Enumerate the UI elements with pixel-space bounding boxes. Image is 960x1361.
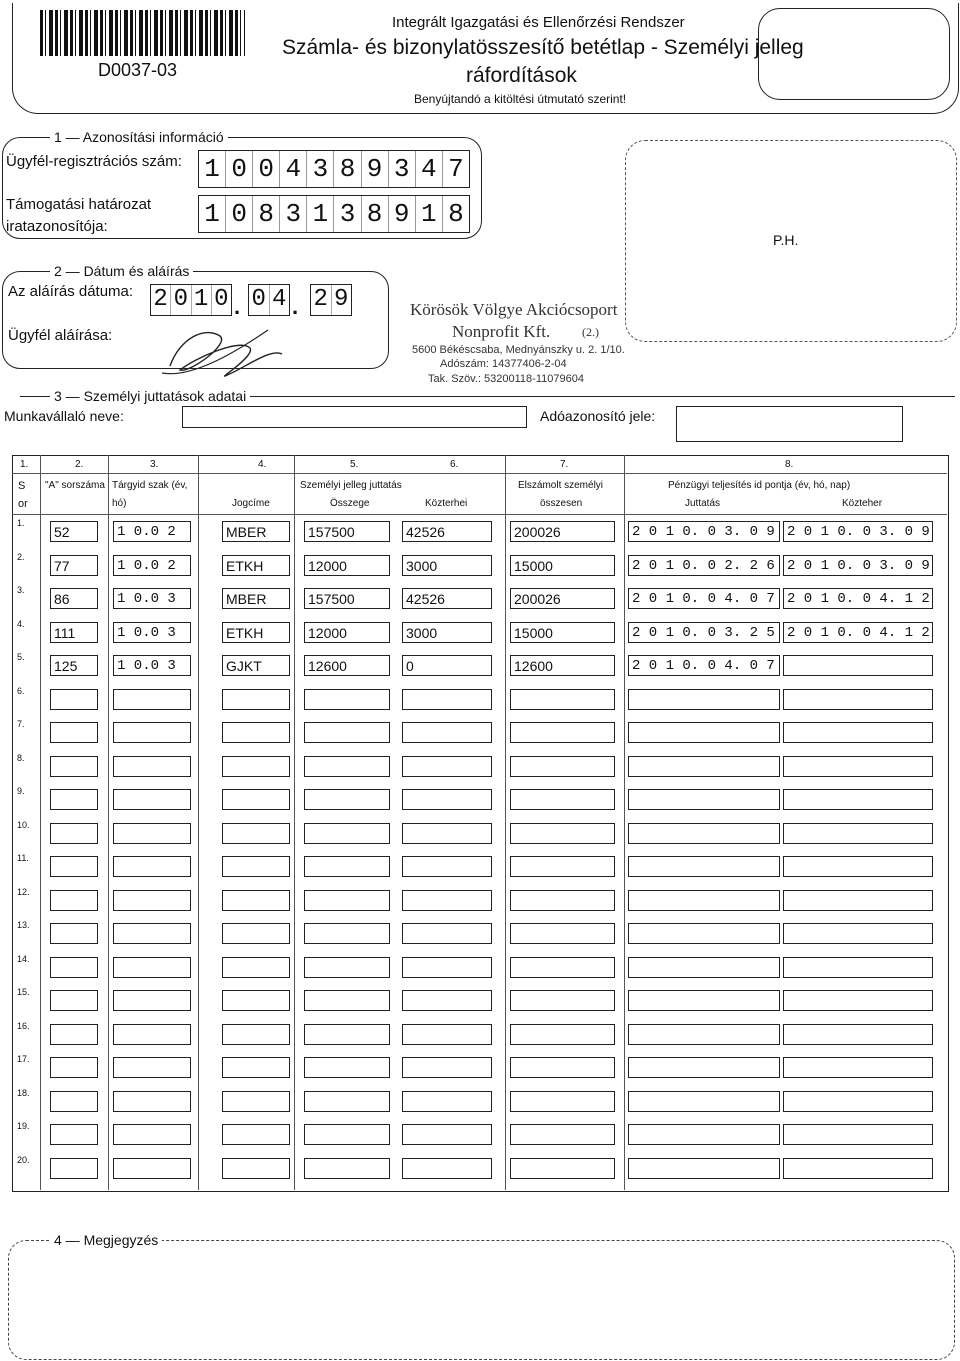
col-divider [294, 455, 295, 1190]
decision-id-digit: 3 [280, 196, 307, 232]
contribution-payment-date-cell[interactable] [783, 890, 933, 911]
amount-cell[interactable] [304, 1091, 390, 1112]
row-number: 16. [17, 1020, 30, 1031]
tax-id-field[interactable] [676, 406, 903, 442]
title-code-cell[interactable] [222, 923, 290, 944]
total-cell[interactable] [510, 957, 615, 978]
period-cell[interactable] [113, 856, 191, 877]
signature-day[interactable] [310, 284, 352, 316]
benefit-payment-date-cell[interactable] [628, 1091, 780, 1112]
amount-cell[interactable]: 12000 [304, 622, 390, 643]
tax-cell[interactable] [402, 823, 492, 844]
a-number-cell[interactable]: 125 [50, 655, 98, 676]
col-divider [198, 455, 199, 1190]
period-cell[interactable] [113, 923, 191, 944]
benefit-payment-date-cell[interactable] [628, 823, 780, 844]
title-code-cell[interactable] [222, 1057, 290, 1078]
total-cell[interactable] [510, 722, 615, 743]
client-reg-digit: 9 [362, 151, 389, 187]
client-reg-digit: 7 [448, 154, 464, 184]
tax-cell[interactable] [402, 689, 492, 710]
header-benefit: Juttatás [685, 498, 721, 509]
benefit-payment-date-cell[interactable]: 2 0 1 0. 0 4. 0 7 [628, 655, 780, 676]
date-separator: . [292, 294, 299, 319]
amount-cell[interactable] [304, 856, 390, 877]
a-number-cell[interactable] [50, 756, 98, 777]
amount-cell[interactable]: 12000 [304, 555, 390, 576]
period-cell[interactable] [113, 1124, 191, 1145]
system-name: Integrált Igazgatási és Ellenőrzési Rendszer [392, 14, 685, 31]
client-reg-label: Ügyfél-regisztrációs szám: [6, 153, 182, 170]
decision-label-line2: iratazonosítója: [6, 218, 108, 235]
tax-id-label: Adóazonosító jele: [540, 408, 656, 424]
header-payment-date: Pénzügyi teljesítés id pontja (év, hó, nap) [668, 480, 851, 491]
a-number-cell[interactable] [50, 1091, 98, 1112]
stamp-company-suffix: (2.) [582, 325, 599, 339]
signature-year[interactable] [150, 284, 232, 316]
benefit-payment-date-cell[interactable] [628, 1124, 780, 1145]
tax-cell[interactable]: 42526 [402, 588, 492, 609]
total-cell[interactable]: 15000 [510, 622, 615, 643]
contribution-payment-date-cell[interactable] [783, 1158, 933, 1179]
contribution-payment-date-cell[interactable] [783, 689, 933, 710]
period-cell[interactable] [113, 1091, 191, 1112]
header-amount: Összege [330, 498, 370, 509]
decision-id-digit: 8 [448, 199, 464, 229]
tax-cell[interactable]: 3000 [402, 622, 492, 643]
period-cell[interactable]: 1 0.0 2 [113, 555, 191, 576]
day-digit: 9 [334, 286, 349, 313]
amount-cell[interactable] [304, 957, 390, 978]
contribution-payment-date-cell[interactable]: 2 0 1 0. 0 3. 0 9 [783, 555, 933, 576]
contribution-payment-date-cell[interactable] [783, 990, 933, 1011]
amount-cell[interactable] [304, 689, 390, 710]
client-reg-digit: 3 [389, 151, 416, 187]
decision-id-digit: 9 [389, 196, 416, 232]
tax-cell[interactable] [402, 789, 492, 810]
amount-cell[interactable] [304, 1158, 390, 1179]
tax-cell[interactable] [402, 957, 492, 978]
decision-id-digit: 8 [253, 196, 280, 232]
period-cell[interactable] [113, 1024, 191, 1045]
title-code-cell[interactable]: MBER [222, 521, 290, 542]
contribution-payment-date-cell[interactable] [783, 1124, 933, 1145]
tax-cell[interactable]: 0 [402, 655, 492, 676]
row-number: 9. [17, 786, 25, 796]
form-title-line2: ráfordítások [466, 64, 577, 87]
tax-cell[interactable] [402, 856, 492, 877]
decision-id-digit: 3 [334, 196, 361, 232]
benefit-payment-date-cell[interactable]: 2 0 1 0. 0 4. 0 7 [628, 588, 780, 609]
stamp-address: 5600 Békéscsaba, Mednyánszky u. 2. 1/10. [412, 344, 625, 356]
tax-cell[interactable] [402, 1091, 492, 1112]
benefit-payment-date-cell[interactable] [628, 923, 780, 944]
title-code-cell[interactable] [222, 756, 290, 777]
header-period-line1: Tárgyid szak (év, [112, 480, 188, 491]
date-separator: . [234, 294, 241, 319]
total-cell[interactable] [510, 890, 615, 911]
period-cell[interactable] [113, 722, 191, 743]
a-number-cell[interactable] [50, 722, 98, 743]
header-contribution: Közteher [842, 498, 883, 509]
office-use-box [758, 8, 950, 100]
period-cell[interactable] [113, 789, 191, 810]
total-cell[interactable] [510, 823, 615, 844]
client-reg-digit: 8 [334, 151, 361, 187]
a-number-cell[interactable]: 111 [50, 622, 98, 643]
header-or: or [18, 498, 28, 510]
stamp-company-line1: Körösök Völgye Akciócsoport [410, 300, 618, 319]
employee-name-field[interactable] [182, 406, 527, 428]
form-title-line1: Számla- és bizonylatösszesítő betétlap - Személyi jelleg [282, 36, 804, 59]
amount-cell[interactable] [304, 823, 390, 844]
row-number: 11. [17, 853, 29, 863]
amount-cell[interactable] [304, 890, 390, 911]
a-number-cell[interactable] [50, 890, 98, 911]
title-code-cell[interactable] [222, 1124, 290, 1145]
signature-label: Ügyfél aláírása: [8, 327, 113, 344]
client-reg-digit: 4 [416, 151, 443, 187]
a-number-cell[interactable] [50, 1057, 98, 1078]
total-cell[interactable] [510, 990, 615, 1011]
signature-date-label: Az aláírás dátuma: [8, 283, 134, 300]
title-code-cell[interactable] [222, 1158, 290, 1179]
a-number-cell[interactable] [50, 990, 98, 1011]
row-number: 14. [17, 953, 30, 964]
title-code-cell[interactable] [222, 1091, 290, 1112]
decision-id-digit: 8 [362, 196, 389, 232]
decision-id-digit: 0 [226, 196, 253, 232]
tax-cell[interactable] [402, 1124, 492, 1145]
contribution-payment-date-cell[interactable] [783, 789, 933, 810]
tax-cell[interactable] [402, 756, 492, 777]
a-number-cell[interactable] [50, 1124, 98, 1145]
col-divider [505, 455, 506, 1190]
benefit-payment-date-cell[interactable] [628, 1024, 780, 1045]
header-title: Jogcíme [232, 498, 270, 509]
a-number-cell[interactable] [50, 856, 98, 877]
row-number: 20. [17, 1154, 30, 1165]
column-number: 8. [785, 459, 794, 470]
row-number: 13. [17, 920, 30, 930]
period-cell[interactable]: 1 0.0 3 [113, 588, 191, 609]
column-number: 3. [150, 459, 159, 470]
contribution-payment-date-cell[interactable]: 2 0 1 0. 0 3. 0 9 [783, 521, 933, 542]
total-cell[interactable]: 12600 [510, 655, 615, 676]
title-code-cell[interactable] [222, 722, 290, 743]
day-digit: 2 [311, 285, 332, 315]
period-cell[interactable] [113, 1158, 191, 1179]
period-cell[interactable] [113, 1057, 191, 1078]
contribution-payment-date-cell[interactable]: 2 0 1 0. 0 4. 1 2 [783, 588, 933, 609]
year-digit: 0 [214, 286, 229, 313]
title-code-cell[interactable] [222, 957, 290, 978]
decision-id-digit: 1 [416, 196, 443, 232]
benefit-payment-date-cell[interactable] [628, 890, 780, 911]
contribution-payment-date-cell[interactable] [783, 756, 933, 777]
decision-label-line1: Támogatási határozat [6, 196, 152, 213]
signature-month[interactable] [248, 284, 290, 316]
benefit-payment-date-cell[interactable] [628, 957, 780, 978]
row-number: 5. [17, 652, 25, 662]
title-code-cell[interactable]: ETKH [222, 622, 290, 643]
row-number: 15. [17, 987, 30, 997]
tax-cell[interactable] [402, 1158, 492, 1179]
total-cell[interactable] [510, 689, 615, 710]
title-code-cell[interactable] [222, 789, 290, 810]
benefit-payment-date-cell[interactable] [628, 990, 780, 1011]
benefit-payment-date-cell[interactable] [628, 1057, 780, 1078]
contribution-payment-date-cell[interactable] [783, 1091, 933, 1112]
amount-cell[interactable]: 12600 [304, 655, 390, 676]
table-header-rule [12, 473, 947, 474]
benefit-payment-date-cell[interactable]: 2 0 1 0. 0 3. 0 9 [628, 521, 780, 542]
total-cell[interactable]: 200026 [510, 521, 615, 542]
amount-cell[interactable]: 157500 [304, 588, 390, 609]
stamp-bank-account: Tak. Szöv.: 53200118-11079604 [428, 373, 584, 385]
year-digit: 1 [192, 285, 212, 315]
period-cell[interactable] [113, 990, 191, 1011]
row-number: 8. [17, 752, 25, 763]
amount-cell[interactable] [304, 1024, 390, 1045]
benefit-payment-date-cell[interactable] [628, 1158, 780, 1179]
year-digit: 2 [151, 285, 171, 315]
instruction-text: Benyújtandó a kitöltési útmutató szerint! [414, 92, 627, 106]
contribution-payment-date-cell[interactable] [783, 957, 933, 978]
decision-id-digit: 1 [199, 196, 226, 232]
client-reg-digit: 0 [226, 151, 253, 187]
contribution-payment-date-cell[interactable] [783, 1057, 933, 1078]
total-cell[interactable] [510, 856, 615, 877]
decision-id-digit: 1 [307, 196, 334, 232]
row-number: 1. [17, 518, 25, 528]
tax-cell[interactable] [402, 923, 492, 944]
period-cell[interactable]: 1 0.0 2 [113, 521, 191, 542]
client-reg-digit: 1 [199, 151, 226, 187]
a-number-cell[interactable] [50, 957, 98, 978]
signature-scribble [150, 318, 290, 388]
a-number-cell[interactable] [50, 823, 98, 844]
benefit-payment-date-cell[interactable]: 2 0 1 0. 0 2. 2 6 [628, 555, 780, 576]
amount-cell[interactable] [304, 990, 390, 1011]
total-cell[interactable]: 15000 [510, 555, 615, 576]
column-number: 2. [75, 459, 84, 470]
tax-cell[interactable] [402, 890, 492, 911]
header-total-line2: összesen [540, 498, 583, 509]
contribution-payment-date-cell[interactable] [783, 1024, 933, 1045]
month-digit: 0 [249, 285, 270, 315]
benefit-payment-date-cell[interactable]: 2 0 1 0. 0 3. 2 5 [628, 622, 780, 643]
total-cell[interactable] [510, 789, 615, 810]
title-code-cell[interactable] [222, 689, 290, 710]
row-number: 19. [17, 1121, 30, 1131]
a-number-cell[interactable] [50, 689, 98, 710]
row-number: 18. [17, 1087, 30, 1098]
client-reg-digit: 3 [307, 151, 334, 187]
contribution-payment-date-cell[interactable] [783, 856, 933, 877]
header-total-line1: Elszámolt személyi [518, 480, 604, 491]
column-number: 5. [350, 459, 359, 470]
amount-cell[interactable] [304, 923, 390, 944]
a-number-cell[interactable] [50, 789, 98, 810]
row-number: 10. [17, 819, 30, 830]
row-number: 17. [17, 1054, 30, 1064]
title-code-cell[interactable] [222, 890, 290, 911]
contribution-payment-date-cell[interactable]: 2 0 1 0. 0 4. 1 2 [783, 622, 933, 643]
a-number-cell[interactable] [50, 923, 98, 944]
period-cell[interactable] [113, 823, 191, 844]
section2-title: 2 — Dátum és aláírás [50, 263, 193, 279]
row-number: 12. [17, 886, 30, 897]
row-number: 2. [17, 551, 25, 562]
section1-title: 1 — Azonosítási információ [50, 129, 228, 145]
col-divider [108, 455, 109, 1190]
row-number: 6. [17, 685, 25, 696]
stamp-company-line2: Nonprofit Kft. [452, 322, 551, 341]
total-cell[interactable] [510, 1024, 615, 1045]
period-cell[interactable]: 1 0.0 3 [113, 655, 191, 676]
client-reg-number[interactable] [198, 150, 470, 188]
a-number-cell[interactable] [50, 1158, 98, 1179]
section4-frame [8, 1240, 955, 1360]
client-reg-digit: 4 [280, 151, 307, 187]
section3-title: 3 — Személyi juttatások adatai [50, 388, 250, 404]
col-divider [624, 455, 625, 1190]
title-code-cell[interactable]: MBER [222, 588, 290, 609]
period-cell[interactable] [113, 756, 191, 777]
client-reg-digit: 0 [253, 151, 280, 187]
total-cell[interactable] [510, 1057, 615, 1078]
total-cell[interactable] [510, 1091, 615, 1112]
period-cell[interactable] [113, 689, 191, 710]
col-divider [40, 455, 41, 1190]
total-cell[interactable]: 200026 [510, 588, 615, 609]
a-number-cell[interactable] [50, 1024, 98, 1045]
period-cell[interactable] [113, 957, 191, 978]
total-cell[interactable] [510, 1158, 615, 1179]
header-tax: Közterhei [425, 498, 468, 509]
barcode [40, 10, 245, 56]
a-number-cell[interactable]: 86 [50, 588, 98, 609]
period-cell[interactable] [113, 890, 191, 911]
tax-cell[interactable]: 3000 [402, 555, 492, 576]
header-a-number: "A" sorszáma [45, 480, 105, 491]
a-number-cell[interactable]: 52 [50, 521, 98, 542]
tax-cell[interactable] [402, 990, 492, 1011]
contribution-payment-date-cell[interactable] [783, 823, 933, 844]
column-number: 1. [20, 459, 29, 470]
total-cell[interactable] [510, 923, 615, 944]
contribution-payment-date-cell[interactable] [783, 655, 933, 676]
month-digit: 4 [272, 286, 287, 313]
amount-cell[interactable] [304, 722, 390, 743]
column-number: 4. [258, 459, 267, 470]
total-cell[interactable] [510, 756, 615, 777]
contribution-payment-date-cell[interactable] [783, 722, 933, 743]
benefit-payment-date-cell[interactable] [628, 856, 780, 877]
contribution-payment-date-cell[interactable] [783, 923, 933, 944]
header-s: S [18, 480, 26, 492]
tax-cell[interactable] [402, 1057, 492, 1078]
stamp-tax-number: Adószám: 14377406-2-04 [440, 358, 567, 370]
title-code-cell[interactable]: ETKH [222, 555, 290, 576]
a-number-cell[interactable]: 77 [50, 555, 98, 576]
header-period-line2: hó) [112, 498, 127, 509]
benefit-payment-date-cell[interactable] [628, 689, 780, 710]
title-code-cell[interactable] [222, 990, 290, 1011]
period-cell[interactable]: 1 0.0 3 [113, 622, 191, 643]
amount-cell[interactable] [304, 789, 390, 810]
title-code-cell[interactable]: GJKT [222, 655, 290, 676]
amount-cell[interactable] [304, 1057, 390, 1078]
form-code: D0037-03 [98, 60, 178, 80]
amount-cell[interactable]: 157500 [304, 521, 390, 542]
column-number: 6. [450, 459, 459, 470]
header-personal-benefit: Személyi jelleg juttatás [300, 480, 402, 491]
ph-label: P.H. [773, 232, 799, 248]
table-header-bottom [12, 514, 947, 515]
benefit-payment-date-cell[interactable] [628, 756, 780, 777]
employee-name-label: Munkavállaló neve: [4, 408, 124, 424]
benefit-payment-date-cell[interactable] [628, 722, 780, 743]
column-number: 7. [560, 459, 569, 470]
row-number: 3. [17, 585, 25, 595]
total-cell[interactable] [510, 1124, 615, 1145]
title-code-cell[interactable] [222, 1024, 290, 1045]
amount-cell[interactable] [304, 756, 390, 777]
row-number: 7. [17, 719, 25, 729]
tax-cell[interactable]: 42526 [402, 521, 492, 542]
year-digit: 0 [171, 285, 191, 315]
tax-cell[interactable] [402, 1024, 492, 1045]
decision-id-number[interactable] [198, 195, 470, 233]
tax-cell[interactable] [402, 722, 492, 743]
title-code-cell[interactable] [222, 823, 290, 844]
title-code-cell[interactable] [222, 856, 290, 877]
amount-cell[interactable] [304, 1124, 390, 1145]
benefit-payment-date-cell[interactable] [628, 789, 780, 810]
section4-title: 4 — Megjegyzés [50, 1232, 162, 1248]
row-number: 4. [17, 618, 25, 629]
